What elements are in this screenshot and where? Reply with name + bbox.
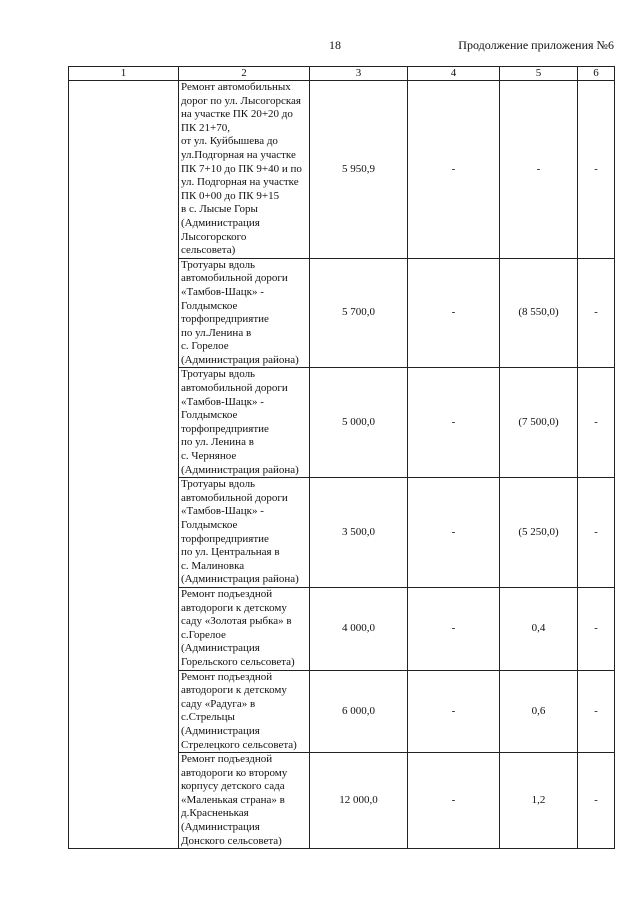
value-cell-6: - bbox=[578, 258, 615, 368]
amount-cell: 12 000,0 bbox=[310, 753, 408, 849]
work-name-cell bbox=[179, 670, 310, 753]
work-name-cell bbox=[179, 753, 310, 849]
value-cell-4: - bbox=[408, 670, 500, 753]
value-cell-5: 0,4 bbox=[500, 587, 578, 670]
work-name: Ремонт подъездной автодороги ко второму корпусу детского сада «Маленькая страна» в д.Красненькая (Администрация Донского сельсовета) bbox=[181, 753, 288, 847]
data-table bbox=[68, 66, 615, 849]
amount-cell: 3 500,0 bbox=[310, 478, 408, 588]
group-cell bbox=[69, 81, 179, 849]
amount-cell: 4 000,0 bbox=[310, 587, 408, 670]
work-name-cell bbox=[179, 587, 310, 670]
value-cell-5: (8 550,0) bbox=[500, 258, 578, 368]
work-name-cell bbox=[179, 258, 310, 368]
value-cell-6: - bbox=[578, 478, 615, 588]
value-cell-4: - bbox=[408, 587, 500, 670]
value-cell-6: - bbox=[578, 368, 615, 478]
amount-cell: 6 000,0 bbox=[310, 670, 408, 753]
value-cell-6: - bbox=[578, 670, 615, 753]
value-cell-6: - bbox=[578, 81, 615, 259]
column-number-3: 3 bbox=[310, 67, 408, 81]
page-caption: Продолжение приложения №6 bbox=[458, 38, 614, 52]
value-cell-6: - bbox=[578, 587, 615, 670]
value-cell-4: - bbox=[408, 478, 500, 588]
work-name: Ремонт автомобильных дорог по ул. Лысогорская на участке ПК 20+20 до ПК 21+70, от ул. Куйбышева до ул.Подгорная на участке ПК 7+10 до ПК 9+40 и по ул. Подгорная на участке ПК 0+00 до ПК 9+15 в с. Лысые Горы (Администрация Лысогорского сельсовета) bbox=[181, 81, 302, 257]
value-cell-5: - bbox=[500, 81, 578, 259]
amount-cell: 5 950,9 bbox=[310, 81, 408, 259]
value-cell-4: - bbox=[408, 258, 500, 368]
work-name: Ремонт подъездной автодороги к детскому саду «Золотая рыбка» в с.Горелое (Администрация Горельского сельсовета) bbox=[181, 587, 295, 668]
amount-cell: 5 700,0 bbox=[310, 258, 408, 368]
value-cell-5: 1,2 bbox=[500, 753, 578, 849]
value-cell-5: 0,6 bbox=[500, 670, 578, 753]
column-number-1: 1 bbox=[69, 67, 179, 81]
column-number-row bbox=[69, 67, 615, 81]
work-name: Тротуары вдоль автомобильной дороги «Тамбов-Шацк» - Голдымское торфопредприятие по ул.Ленина в с. Горелое (Администрация района) bbox=[181, 258, 299, 366]
column-number-4: 4 bbox=[408, 67, 500, 81]
value-cell-5: (5 250,0) bbox=[500, 478, 578, 588]
value-cell-4: - bbox=[408, 753, 500, 849]
value-cell-5: (7 500,0) bbox=[500, 368, 578, 478]
table-row bbox=[69, 81, 615, 259]
work-name: Ремонт подъездной автодороги к детскому саду «Радуга» в с.Стрельцы (Администрация Стрелецкого сельсовета) bbox=[181, 670, 297, 751]
work-name-cell bbox=[179, 478, 310, 588]
amount-cell: 5 000,0 bbox=[310, 368, 408, 478]
work-name: Тротуары вдоль автомобильной дороги «Тамбов-Шацк» - Голдымское торфопредприятие по ул. Ленина в с. Черняное (Администрация района) bbox=[181, 368, 299, 476]
work-name-cell bbox=[179, 368, 310, 478]
value-cell-6: - bbox=[578, 753, 615, 849]
column-number-5: 5 bbox=[500, 67, 578, 81]
column-number-2: 2 bbox=[179, 67, 310, 81]
work-name-cell bbox=[179, 81, 310, 259]
page-number: 18 bbox=[329, 38, 341, 52]
column-number-6: 6 bbox=[578, 67, 615, 81]
work-name: Тротуары вдоль автомобильной дороги «Тамбов-Шацк» - Голдымское торфопредприятие по ул. Центральная в с. Малиновка (Администрация района) bbox=[181, 478, 299, 586]
value-cell-4: - bbox=[408, 368, 500, 478]
value-cell-4: - bbox=[408, 81, 500, 259]
